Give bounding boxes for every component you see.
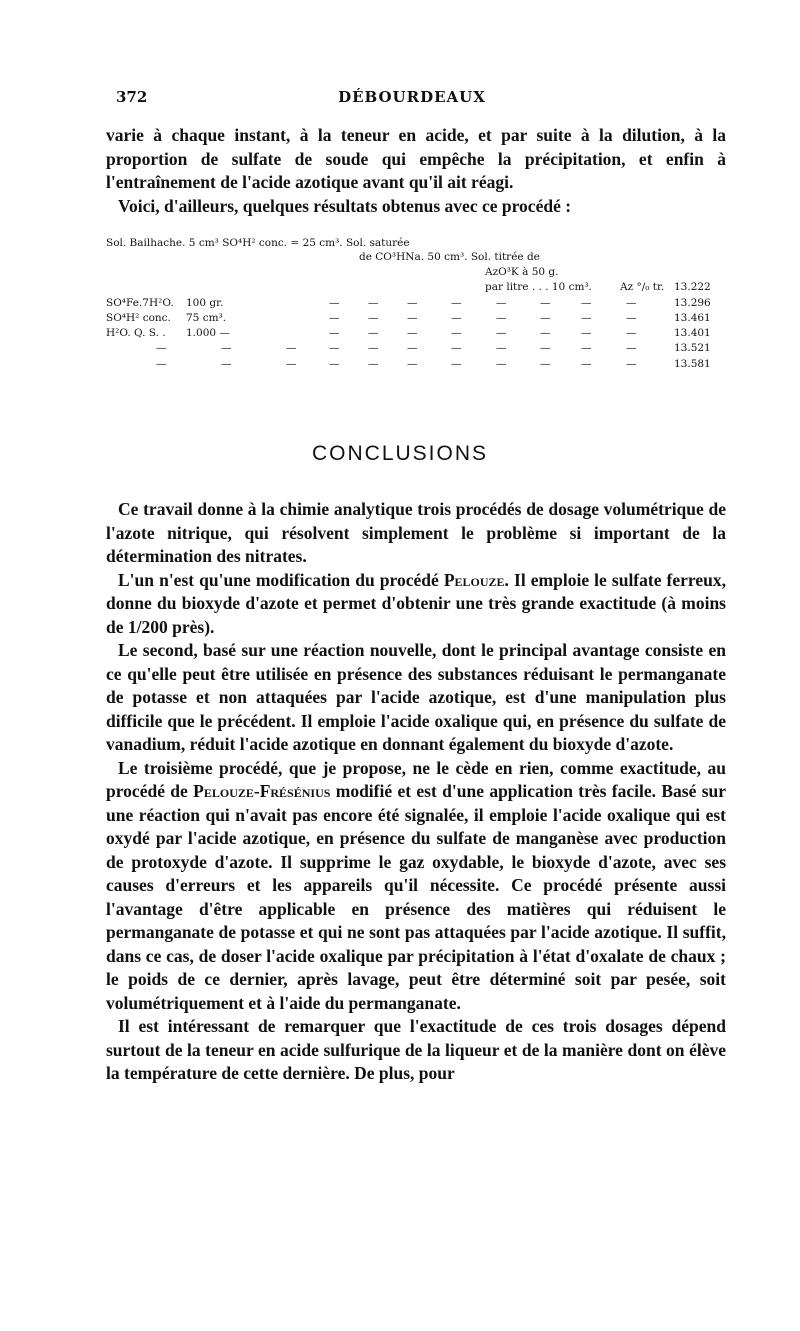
leader-dashes: [106, 236, 726, 396]
paragraph-1: Ce travail donne à la chimie analytique trois procédés de dosage volumétrique de l'azote nitrique, qui résolvent simplement le problème si important de la détermination des nitrates.: [106, 499, 726, 566]
intro-paragraph: varie à chaque instant, à la teneur en acide, et par suite à la dilution, à la proportion de sulfate de soude qui empêche la précipitation, et enfin à l'entraînement de l'acide azotique avant qu'il ait réagi.: [106, 125, 726, 192]
paragraph-4: [106, 757, 726, 1016]
leader-dash: —: [451, 297, 462, 309]
conclusions-body: [106, 498, 726, 1086]
page-number: 372: [116, 88, 148, 106]
leader-dash: —: [626, 342, 637, 354]
reagent-3: H²O. Q. S. .: [106, 327, 166, 339]
leader-dash: —: [581, 312, 592, 324]
leader-dash: —: [626, 358, 637, 370]
leader-dash: —: [540, 358, 551, 370]
leader-dash: —: [496, 342, 507, 354]
leader-dash: —: [581, 358, 592, 370]
leader-dash: —: [626, 312, 637, 324]
table-header-line-4: par litre . . . 10 cm³.: [485, 281, 592, 293]
leader-dash: —: [329, 327, 340, 339]
amount-3: 1.000 —: [186, 327, 230, 339]
leader-dash: —: [286, 358, 297, 370]
result-value: 13.296: [674, 297, 711, 309]
leader-dash: —: [407, 312, 418, 324]
intro-text: [106, 124, 726, 218]
leader-dash: —: [329, 297, 340, 309]
leader-dash: —: [407, 297, 418, 309]
results-table: [106, 236, 726, 396]
leader-dash: —: [368, 327, 379, 339]
leader-dash: —: [407, 342, 418, 354]
paragraph-4-text: Le troisième procédé, que je propose, ne le cède en rien, comme exactitude, au procédé de: [106, 757, 726, 801]
result-value: 13.222: [674, 281, 711, 293]
author-name-pelouze-fresenius: Pelouze-Frésénius: [193, 781, 331, 801]
leader-dash: —: [496, 327, 507, 339]
leader-dash: —: [156, 358, 167, 370]
leader-dash: —: [329, 312, 340, 324]
result-value: 13.581: [674, 358, 711, 370]
leader-dash: —: [626, 297, 637, 309]
result-value: 13.521: [674, 342, 711, 354]
table-header-unit: Az °/₀ tr.: [620, 281, 665, 293]
leader-dash: —: [368, 342, 379, 354]
leader-dash: —: [540, 312, 551, 324]
leader-dash: —: [540, 297, 551, 309]
leader-dash: —: [451, 358, 462, 370]
leader-dash: —: [451, 312, 462, 324]
intro-results-line: Voici, d'ailleurs, quelques résultats obtenus avec ce procédé :: [118, 195, 572, 216]
leader-dash: —: [368, 297, 379, 309]
leader-dash: —: [540, 342, 551, 354]
amount-2: 75 cm³.: [186, 312, 227, 324]
leader-dash: —: [368, 358, 379, 370]
leader-dash: —: [368, 312, 379, 324]
reagent-1: SO⁴Fe.7H²O.: [106, 297, 174, 309]
leader-dash: —: [496, 297, 507, 309]
leader-dash: —: [581, 342, 592, 354]
table-header-line-1: Sol. Bailhache. 5 cm³ SO⁴H² conc. = 25 cm³. Sol. saturée: [106, 237, 410, 249]
conclusions-title: CONCLUSIONS: [311, 442, 489, 465]
table-header-line-2: de CO³HNa. 50 cm³. Sol. titrée de: [359, 251, 540, 263]
paragraph-4-text-end: modifié et est d'une application très facile. Basé sur une réaction qui n'avait pas encore été signalée, il emploie l'acide oxalique qui est oxydé par l'acide azotique, en présence du sulfate de manganèse avec production de protoxyde d'azote. Il supprime le gaz oxydable, le bioxyde d'azote, avec ses causes d'erreurs et les appareils qu'il nécessite. Ce procédé présente aussi l'avantage d'être applicable en présence des matières qui réduisent le permanganate de potasse et qui ne sont pas attaquées par l'acide azotique. Il suffit, dans ce cas, de doser l'acide oxalique par précipitation à l'état d'oxalate de chaux ; le poids de ce dernier, après lavage, peut être déterminé soit par pesée, soit volumétriquement et à l'aide du permanganate.: [106, 781, 727, 1013]
leader-dash: —: [407, 327, 418, 339]
leader-dash: —: [221, 342, 232, 354]
leader-dash: —: [156, 342, 167, 354]
result-value: 13.401: [674, 327, 711, 339]
leader-dash: —: [407, 358, 418, 370]
author-name-pelouze: Pelouze: [443, 569, 505, 590]
result-value: 13.461: [674, 312, 711, 324]
reagent-2: SO⁴H² conc.: [106, 312, 171, 324]
page-header: [106, 88, 718, 112]
leader-dash: —: [221, 358, 232, 370]
running-head: DÉBOURDEAUX: [338, 88, 486, 106]
amount-1: 100 gr.: [186, 297, 224, 309]
leader-dash: —: [540, 327, 551, 339]
table-header-line-3: AzO³K à 50 g.: [485, 266, 559, 278]
leader-dash: —: [581, 327, 592, 339]
paragraph-2-text: L'un n'est qu'une modification du procédé: [118, 569, 444, 590]
leader-dash: —: [496, 312, 507, 324]
leader-dash: —: [286, 342, 297, 354]
paragraph-2: [106, 569, 726, 640]
leader-dash: —: [329, 342, 340, 354]
paragraph-3: Le second, basé sur une réaction nouvelle, dont le principal avantage consiste en ce qu'elle peut être utilisée en présence des substances réduisant le permanganate de potasse et non attaquées par l'acide azotique, est d'une manipulation plus difficile que le précédent. Il emploie l'acide oxalique qui, en présence du sulfate de vanadium, réduit l'acide azotique en donnant également du bioxyde d'azote.: [106, 640, 726, 754]
leader-dash: —: [581, 297, 592, 309]
leader-dash: —: [451, 342, 462, 354]
leader-dash: —: [626, 327, 637, 339]
paragraph-5: Il est intéressant de remarquer que l'exactitude de ces trois dosages dépend surtout de la teneur en acide sulfurique de la liqueur et de la manière dont on élève la température de cette dernière. De plus, pour: [106, 1016, 726, 1083]
paragraph-2-text-end: . Il emploie le sulfate ferreux, donne du bioxyde d'azote et permet d'obtenir une très grande exactitude (à moins de 1/200 près).: [106, 569, 726, 637]
leader-dash: —: [451, 327, 462, 339]
leader-dash: —: [329, 358, 340, 370]
leader-dash: —: [496, 358, 507, 370]
